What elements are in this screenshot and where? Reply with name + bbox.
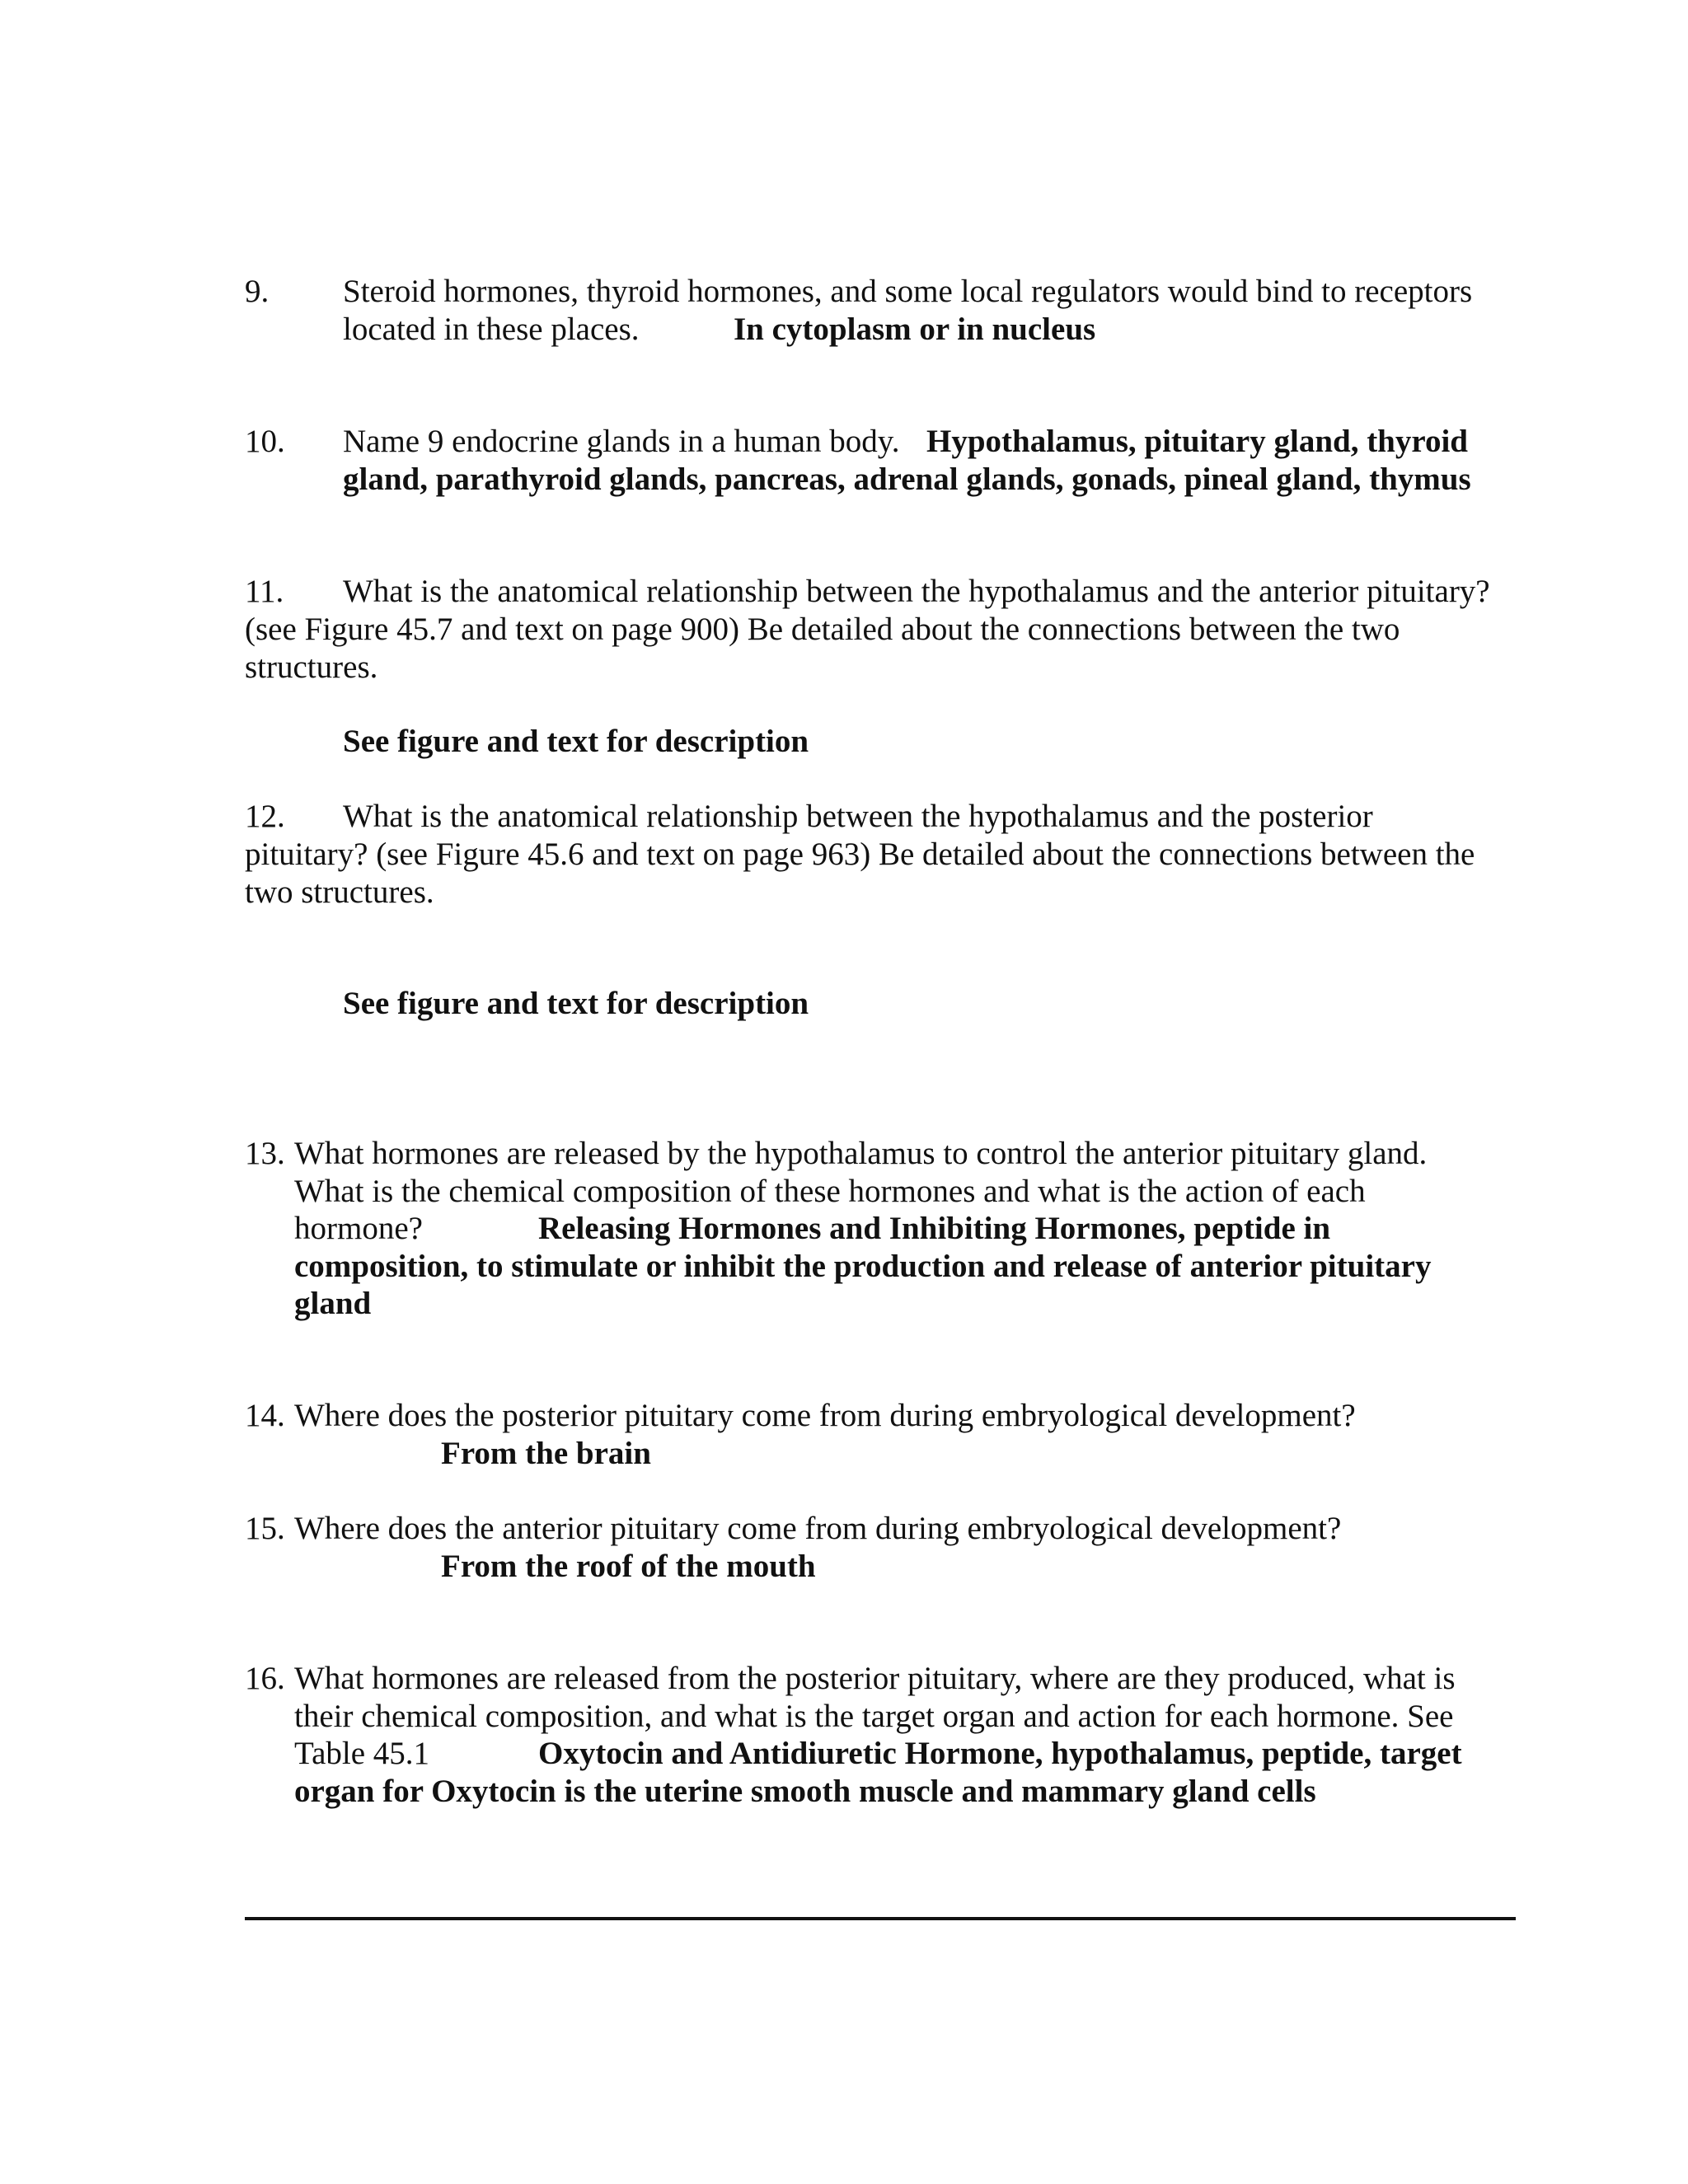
- q10-answer-line1: Hypothalamus, pituitary gland, thyroid: [926, 424, 1469, 459]
- q13-answer-line3: gland: [294, 1286, 372, 1321]
- q13-text-line3: hormone?: [294, 1211, 423, 1246]
- q16-answer-line1: Oxytocin and Antidiuretic Hormone, hypothalamus, peptide, target: [538, 1736, 1462, 1771]
- q12-answer: See figure and text for description: [343, 986, 809, 1021]
- q11-text-line2: (see Figure 45.7 and text on page 900) Be detailed about the connections between the two: [245, 612, 1400, 647]
- q12-text-line3: two structures.: [245, 874, 434, 910]
- q10-number: 10.: [245, 424, 285, 459]
- q14-text-line1: Where does the posterior pituitary come from during embryological development?: [294, 1398, 1356, 1433]
- q9-text-line1: Steroid hormones, thyroid hormones, and some local regulators would bind to receptors: [343, 274, 1473, 309]
- q14-number: 14.: [245, 1398, 285, 1433]
- q10-answer-line2: gland, parathyroid glands, pancreas, adrenal glands, gonads, pineal gland, thymus: [343, 462, 1471, 497]
- q15-number: 15.: [245, 1511, 285, 1546]
- q12-number: 12.: [245, 799, 285, 834]
- q13-text-line1: What hormones are released by the hypothalamus to control the anterior pituitary gland.: [294, 1136, 1428, 1171]
- q14-answer: From the brain: [441, 1436, 651, 1471]
- q9-number: 9.: [245, 274, 270, 309]
- q11-text-line3: structures.: [245, 649, 378, 685]
- horizontal-rule: [245, 1917, 1516, 1920]
- q13-text-line2: What is the chemical composition of these hormones and what is the action of each: [294, 1174, 1366, 1209]
- q11-text-line1: What is the anatomical relationship between the hypothalamus and the anterior pituitary?: [343, 574, 1490, 609]
- q15-text-line1: Where does the anterior pituitary come from during embryological development?: [294, 1511, 1342, 1546]
- q12-text-line2: pituitary? (see Figure 45.6 and text on page 963) Be detailed about the connections between the: [245, 837, 1475, 872]
- q13-answer-line1: Releasing Hormones and Inhibiting Hormones, peptide in: [538, 1211, 1331, 1246]
- q13-answer-line2: composition, to stimulate or inhibit the production and release of anterior pituitary: [294, 1249, 1432, 1284]
- q9-answer: In cytoplasm or in nucleus: [734, 312, 1096, 347]
- q10-text-line1: Name 9 endocrine glands in a human body.: [343, 424, 900, 459]
- q16-text-line3: Table 45.1: [294, 1736, 430, 1771]
- q9-text-line2: located in these places.: [343, 312, 640, 347]
- q16-answer-line2: organ for Oxytocin is the uterine smooth muscle and mammary gland cells: [294, 1774, 1316, 1809]
- q11-number: 11.: [245, 574, 284, 609]
- q11-answer: See figure and text for description: [343, 724, 809, 759]
- q13-number: 13.: [245, 1136, 285, 1171]
- q16-number: 16.: [245, 1661, 285, 1696]
- q15-answer: From the roof of the mouth: [441, 1549, 816, 1584]
- q16-text-line1: What hormones are released from the posterior pituitary, where are they produced, what is: [294, 1661, 1456, 1696]
- q16-text-line2: their chemical composition, and what is the target organ and action for each hormone. See: [294, 1699, 1454, 1734]
- q12-text-line1: What is the anatomical relationship between the hypothalamus and the posterior: [343, 799, 1373, 834]
